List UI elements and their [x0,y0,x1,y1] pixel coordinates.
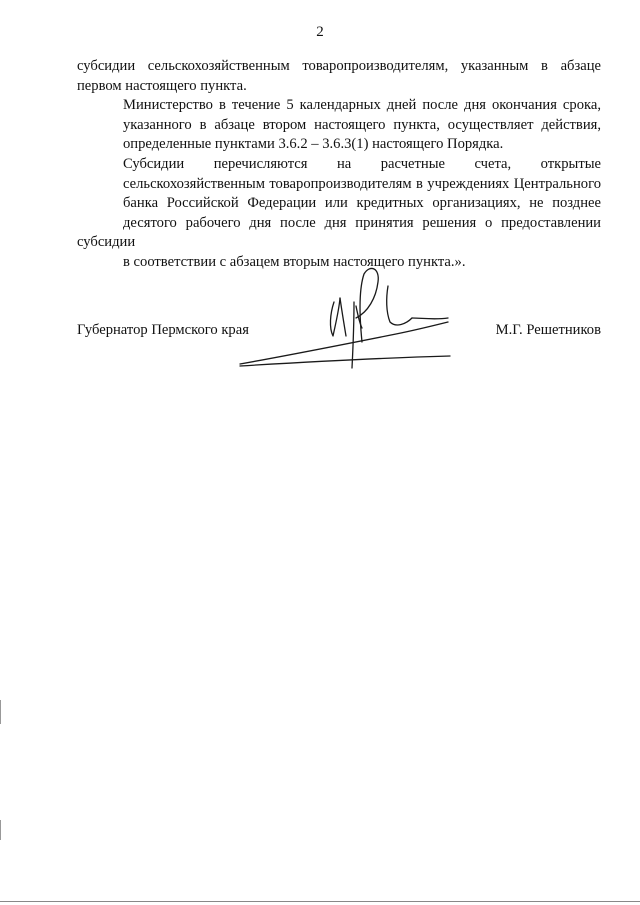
document-body [77,57,601,273]
text-line: Министерство в течение 5 календарных дней после дня окончания срока, [123,97,601,114]
scan-bottom-edge [0,901,640,902]
paragraph-continuation [77,57,601,96]
text-line: сельскохозяйственным товаропроизводителям в учреждениях Центрального [123,175,601,192]
text-line: определенные пунктами 3.6.2 – 3.6.3(1) настоящего Порядка. [123,136,504,153]
paragraph-subsidies [77,155,601,273]
scan-edge-mark [0,700,1,724]
text-line: в соответствии с абзацем вторым настоящего пункта.». [123,253,466,270]
signatory-name: М.Г. Решетников [495,322,601,338]
text-line: первом настоящего пункта. [77,77,247,94]
text-line: субсидии сельскохозяйственным товаропроизводителям, указанным в абзаце [77,58,601,74]
handwritten-signature-icon [236,262,456,372]
page-number: 2 [316,24,324,40]
text-line: указанного в абзаце втором настоящего пункта, осуществляет действия, [123,116,601,133]
text-line: банка Российской Федерации или кредитных организациях, не позднее [123,195,601,212]
text-line: десятого рабочего дня после дня принятия решения о предоставлении субсидии [77,214,601,251]
text-line: Субсидии перечисляются на расчетные счета, открытые [123,155,601,172]
signatory-position: Губернатор Пермского края [77,322,249,338]
paragraph-ministry [77,96,601,155]
scan-edge-mark [0,820,1,840]
